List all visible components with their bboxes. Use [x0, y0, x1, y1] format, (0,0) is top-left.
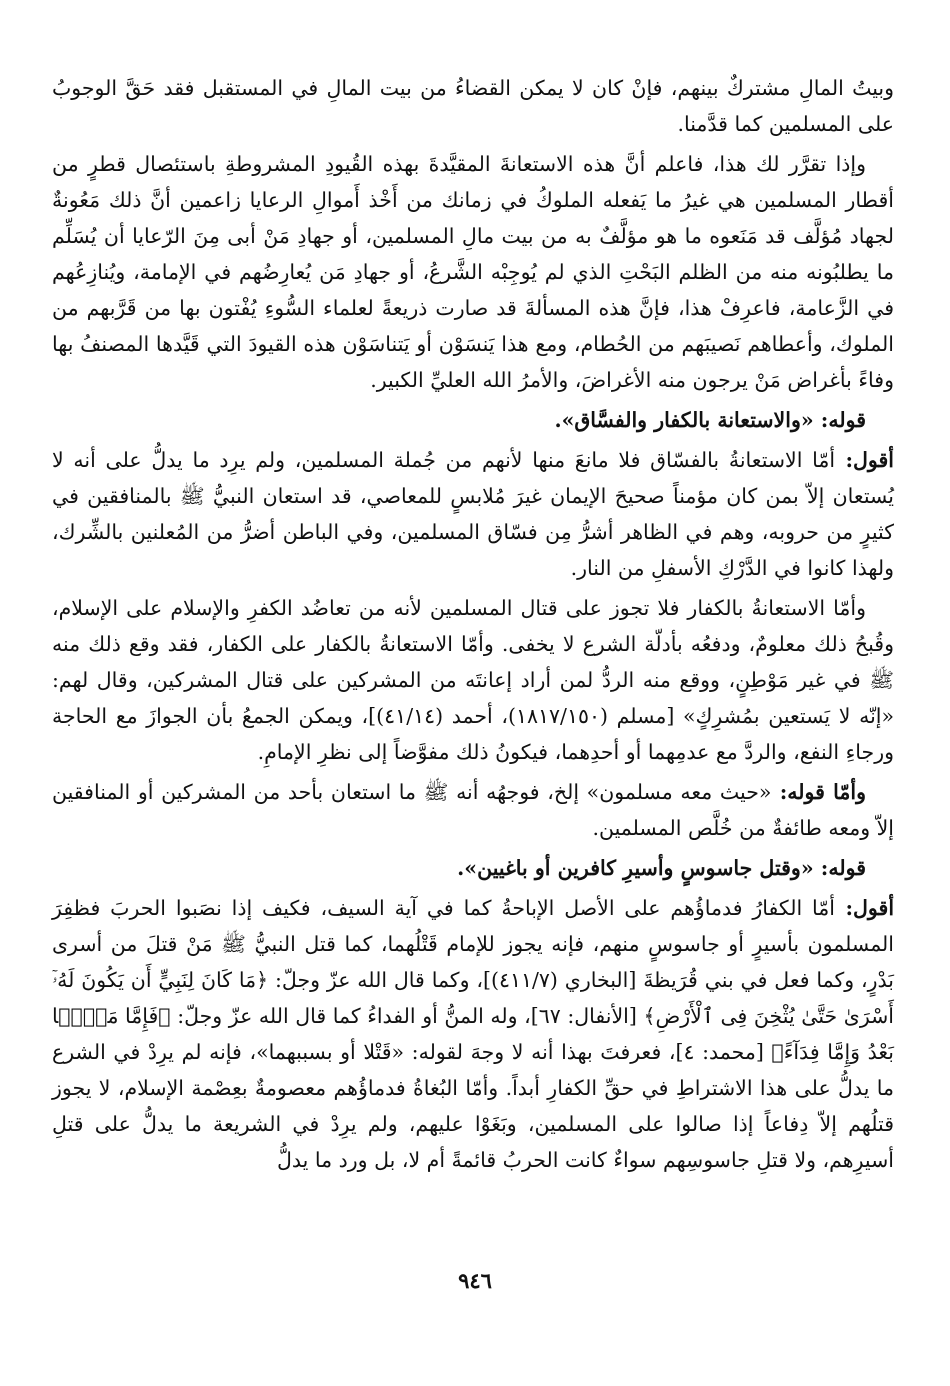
quoted-text: «والاستعانة بالكفار والفسَّاق».: [554, 408, 814, 432]
paragraph-6: [52, 890, 894, 1178]
page-number: ٩٤٦: [458, 1268, 492, 1293]
paragraph-text: أمّا الاستعانةُ بالفسّاق فلا مانعَ منها لأنهم من جُملة المسلمين، ولم يرِد ما يدلُّ على أنه لا يُستعان إلاّ بمن كان مؤمناً صحيحَ الإيمان غيرَ مُلابسٍ للمعاصي، قد استعان النبيُّ ﷺ بالمنافقين في كثيرٍ من حروبه، وهم في الظاهر أشرُّ مِن فسّاق المسلمين، وفي الباطن أضرُّ من المُعلنين بالشِّرك، ولهذا كانوا في الدَّرْكِ الأسفلِ من النار.: [52, 448, 894, 580]
paragraph-lead: أقول:: [835, 448, 894, 472]
quote-heading-1: [52, 402, 894, 438]
paragraph-2: [52, 146, 894, 398]
paragraph-text: وإذا تقرَّر لك هذا، فاعلم أنَّ هذه الاستعانةَ المقيَّدةَ بهذه القُيودِ المشروطةِ باستئصال قطرٍ من أقطار المسلمين هي غيرُ ما يَفعله الملوكُ في زمانك من أَخْذ أَموالِ الرعايا زاعمين أنَّ ذلك مَعُونةٌ لجهاد مُؤلَّف قد مَنَعوه ما هو مؤلَّفٌ به من بيت مالِ المسلمين، أو جهادِ مَنْ أبى مِنَ الرّعايا أن يُسَلِّم ما يطلبُونه منه من الظلم البَحْتِ الذي لم يُوجِبْه الشَّرعُ، أو جهادِ مَن يُعارِضُهم في الإمامة، ويُنازِعُهم في الزَّعامة، فاعرِفْ هذا، فإنَّ هذه المسألةَ قد صارت ذريعةً لعلماء السُّوءِ يُفْتون بها من قَرَّبهم من الملوك، وأعطاهم نَصيبَهم من الحُطام، ومع هذا يَنسَوْن أو يَتناسَوْن هذه القيودَ التي قَيَّدها المصنفُ بها وفاءً بأغراض مَنْ يرجون منه الأغراضَ، والأمرُ الله العليِّ الكبير.: [52, 152, 894, 392]
paragraph-5: [52, 774, 894, 846]
paragraph-lead: وأمّا قوله:: [771, 780, 866, 804]
paragraph-lead: قوله:: [813, 856, 866, 880]
paragraph-3: [52, 442, 894, 586]
paragraph-text: وبيتُ المالِ مشتركٌ بينهم، فإنْ كان لا يمكن القضاءُ من بيت المالِ في المستقبل فقد حَقَّ الوجوبُ على المسلمين كما قدَّمنا.: [52, 76, 894, 136]
quoted-text: «وقتل جاسوسٍ وأسيرِ كافرين أو باغيين».: [457, 856, 814, 880]
quote-heading-2: [52, 850, 894, 886]
paragraph-text: وأمّا الاستعانةُ بالكفار فلا تجوز على قتال المسلمين لأنه من تعاضُد الكفرِ والإسلام على الإسلام، وقُبحُ ذلك معلومٌ، ودفعُه بأدلّة الشرع لا يخفى. وأمّا الاستعانةُ بالكفار على الكفار، فقد وقع ذلك منه ﷺ في غير مَوْطِنٍ، ووقع منه الردُّ لمن أراد إعانتَه من المشركين على قتال المشركين، وقال لهم: «إنّه لا يَستعين بمُشرِكٍ» [مسلم (١٨١٧/١٥٠)، أحمد (٤١/١٤)]، ويمكن الجمعُ بأن الجوازَ مع الحاجة ورجاءِ النفع، والردَّ مع عدمِهما أو أحدِهما، فيكونُ ذلك مفوَّضاً إلى نظرِ الإمامِ.: [52, 596, 895, 764]
paragraph-lead: أقول:: [834, 896, 895, 920]
paragraph-4: [52, 590, 894, 770]
paragraph-text: «حيث معه مسلمون» إلخ، فوجهُه أنه ﷺ ما استعان بأحد من المشركين أو المنافقين إلاّ ومعه طائفةٌ من خُلَّص المسلمين.: [52, 780, 894, 840]
paragraph-1: [52, 70, 894, 142]
paragraph-text: أمّا الكفارُ فدماؤُهم على الأصل الإباحةُ كما في آية السيف، فكيف إذا نصَبوا الحربَ فظفِرَ المسلمون بأسيرٍ أو جاسوسٍ منهم، فإنه يجوز للإمام قَتْلُهما، كما قتل النبيُّ ﷺ مَنْ قتلَ من أسرى بَدْرٍ، وكما فعل في بني قُرَيظةَ [البخاري (٤١١/٧)]، وكما قال الله عزّ وجلّ: ﴿مَا كَانَ لِنَبِيٍّ أَن يَكُونَ لَهُۥٓ أَسْرَىٰ حَتَّىٰ يُثْخِنَ فِى ٱلْأَرْضِ﴾ [الأنفال: ٦٧]، وله المنُّ أو الفداءُ كما قال الله عزّ وجلّ: ﴿فَإِمَّا مَنًّۢا بَعْدُ وَإِمَّا فِدَآءً﴾ [محمد: ٤]، فعرفتَ بهذا أنه لا وجهَ لقوله: «قَتْلا أو بسببهما»، فإنه لم يرِدْ في الشرع ما يدلُّ على هذا الاشتراطِ في حقِّ الكفارِ أبداً. وأمّا البُغاةُ فدماؤُهم معصومةٌ بعِصْمة الإسلام، لا يجوز قتلُهم إلاّ دِفاعاً إذا صالوا على المسلمين، وبَغَوْا عليهم، ولم يرِدْ في الشريعة ما يدلُّ على قتلِ أسيرِهم، ولا قتلِ جاسوسِهم سواءٌ كانت الحربُ قائمةً أم لا، بل ورد ما يدلُّ: [52, 896, 895, 1172]
paragraph-lead: قوله:: [813, 408, 866, 432]
